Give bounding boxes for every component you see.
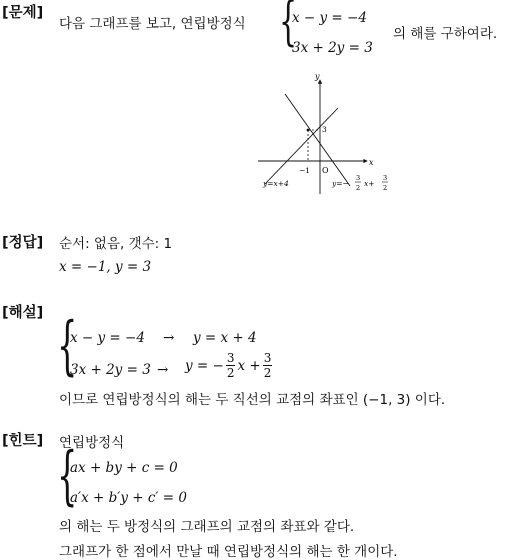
problem-system-brace: {: [279, 0, 298, 52]
explanation-row2-left: 3x + 2y = 3: [70, 362, 151, 378]
explanation-fraction-1-den: 2: [226, 366, 235, 380]
hint-system-brace: {: [57, 439, 78, 513]
explanation-row1-right: y = x + 4: [193, 330, 257, 346]
explanation-row1-arrow: →: [163, 330, 175, 346]
problem-lead-text: 다음 그래프를 보고, 연립방정식: [59, 16, 246, 32]
line2-label-prefix: y=−: [332, 179, 349, 188]
hint-equation-1: ax + by + c = 0: [70, 460, 178, 476]
explanation-row2-prefix: y = −: [185, 357, 224, 374]
explanation-row2-mid: x +: [237, 357, 261, 374]
answer-line-2: x = −1, y = 3: [59, 259, 152, 275]
line2-frac1-num: 3: [356, 174, 361, 182]
explanation-fraction-2: [263, 352, 273, 379]
hint-equation-2: a′x + b′y + c′ = 0: [70, 490, 187, 506]
hint-title: 연립방정식: [59, 435, 125, 451]
answer-tag: [정답]: [2, 235, 44, 251]
explanation-fraction-2-num: 3: [263, 351, 272, 365]
explanation-tag: [해설]: [2, 305, 44, 321]
problem-equation-1: x − y = −4: [292, 10, 367, 26]
problem-graph: [255, 72, 400, 200]
tick-label-3: 3: [322, 125, 327, 134]
line2-frac2-num: 3: [383, 174, 388, 182]
tick-label-minus-1: −1: [299, 166, 311, 175]
line2-frac2-den: 2: [383, 184, 388, 192]
hint-line-1: 의 해는 두 방정식의 그래프의 교점의 좌표와 같다.: [59, 519, 355, 535]
problem-tag: [문제]: [2, 5, 44, 21]
line2-label-mid: x+: [364, 179, 375, 188]
line1-label: y=x+4: [263, 179, 289, 188]
explanation-row2-arrow: →: [157, 362, 169, 378]
answer-line-1: 순서: 없음, 갯수: 1: [59, 236, 173, 252]
origin-label: O: [322, 166, 329, 175]
problem-tail-text: 의 해를 구하여라.: [393, 26, 498, 42]
explanation-fraction-2-den: 2: [263, 366, 272, 380]
explanation-fraction-1: [226, 352, 236, 379]
explanation-row1-left: x − y = −4: [70, 330, 145, 346]
explanation-system-brace: {: [57, 309, 78, 383]
problem-equation-2: 3x + 2y = 3: [292, 40, 373, 56]
line2-frac1-den: 2: [356, 184, 361, 192]
explanation-conclusion: 이므로 연립방정식의 해는 두 직선의 교점의 좌표인 (−1, 3) 이다.: [59, 392, 446, 408]
intersection-point: [307, 129, 310, 132]
x-axis-label: x: [369, 158, 374, 167]
line-3x-plus-2y-equals-3: [285, 94, 350, 186]
explanation-row2-right: [185, 352, 274, 379]
y-axis-label: y: [315, 72, 320, 81]
hint-tag: [힌트]: [2, 433, 44, 449]
hint-line-2: 그래프가 한 점에서 만날 때 연립방정식의 해는 한 개이다.: [59, 544, 398, 560]
explanation-fraction-1-num: 3: [226, 351, 235, 365]
